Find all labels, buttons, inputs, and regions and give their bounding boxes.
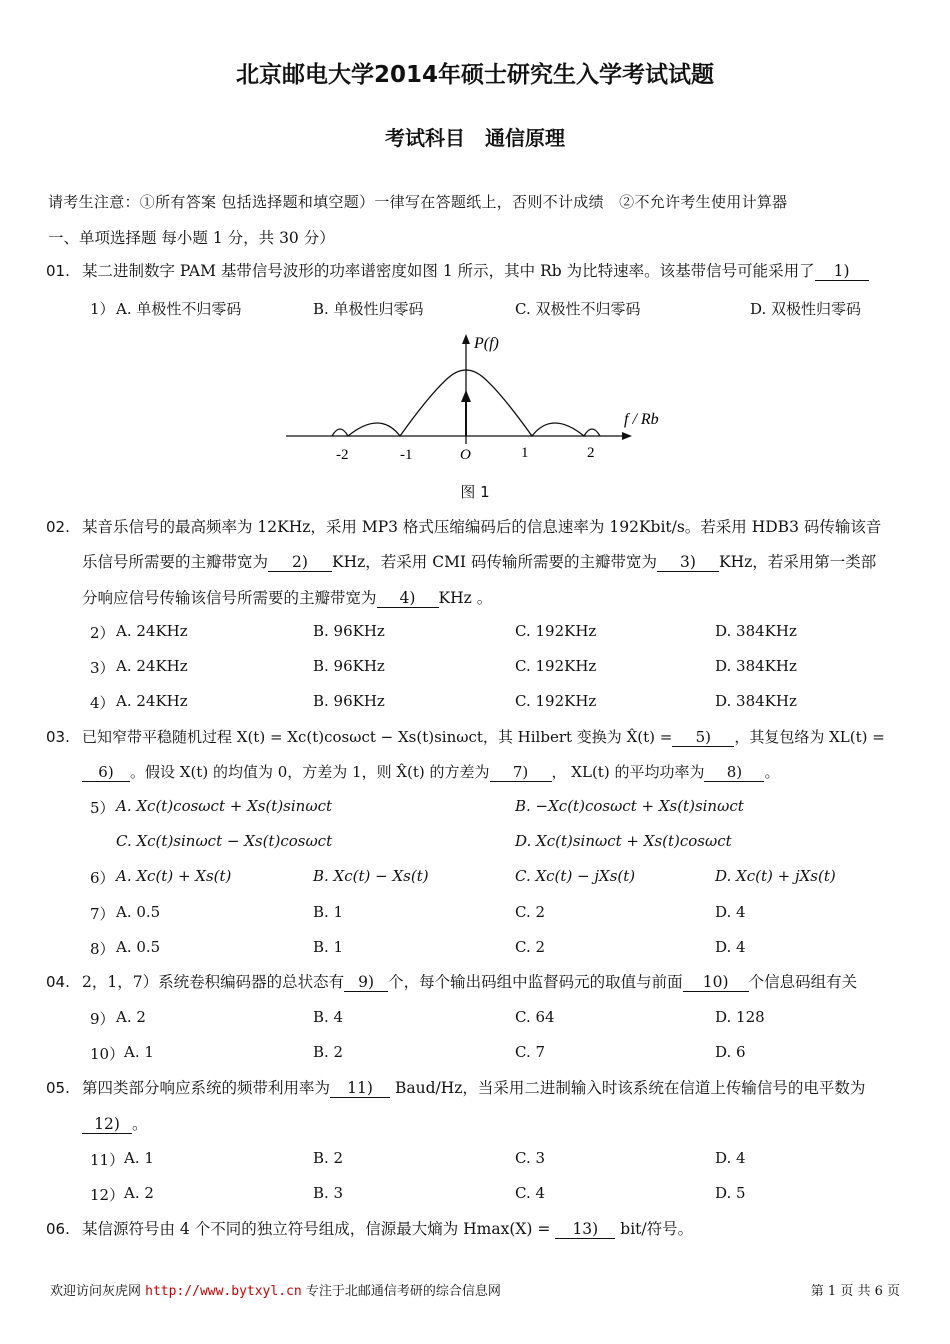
question-text: KHz，若采用 CMI 码传输所需要的主瓣带宽为 xyxy=(332,553,657,571)
option-a: A. 24KHz xyxy=(116,657,188,675)
option-d: D. 4 xyxy=(715,938,746,956)
option-prefix: 8） xyxy=(90,940,115,958)
answer-blank[interactable]: 11) xyxy=(330,1079,390,1098)
tick-label: -1 xyxy=(400,447,413,463)
answer-blank[interactable]: 1) xyxy=(815,262,869,281)
option-a: A. 单极性不归零码 xyxy=(116,300,242,318)
question-number: 04. xyxy=(46,973,70,991)
option-a: A. 24KHz xyxy=(116,622,188,640)
option-b: B. 2 xyxy=(313,1149,344,1167)
question-06-text xyxy=(82,1219,693,1239)
question-text: 分响应信号传输该信号所需要的主瓣带宽为 xyxy=(82,589,377,607)
question-text: Baud/Hz，当采用二进制输入时该系统在信道上传输信号的电平数为 xyxy=(394,1079,866,1097)
option-c: C. 192KHz xyxy=(515,622,597,640)
option-a: A. Xc(t) + Xs(t) xyxy=(116,867,232,885)
option-prefix: 6） xyxy=(90,869,115,887)
option-d: D. 6 xyxy=(715,1043,746,1061)
option-b: B. 1 xyxy=(313,903,344,921)
option-b: B. 96KHz xyxy=(313,657,385,675)
question-text: 某信源符号由 4 个不同的独立符号组成，信源最大熵为 Hmax(X) = xyxy=(82,1220,551,1238)
option-b: B. 单极性归零码 xyxy=(313,300,424,318)
answer-blank[interactable]: 3) xyxy=(657,553,719,572)
question-text: 某二进制数字 PAM 基带信号波形的功率谱密度如图 1 所示，其中 Rb 为比特速率。该基带信号可能采用了 xyxy=(82,262,815,280)
question-05-line1 xyxy=(82,1078,865,1098)
exam-title: 北京邮电大学2014年硕士研究生入学考试试题 xyxy=(235,62,714,88)
answer-blank[interactable]: 9) xyxy=(344,973,388,992)
option-prefix: 11） xyxy=(90,1151,125,1169)
option-d: D. 4 xyxy=(715,903,746,921)
question-04-text xyxy=(82,972,857,992)
y-axis-label: P(f) xyxy=(474,335,499,352)
option-d: D. 384KHz xyxy=(715,622,797,640)
option-c: C. 4 xyxy=(515,1184,546,1202)
question-text: 某音乐信号的最高频率为 12KHz，采用 MP3 格式压缩编码后的信息速率为 192Kbit/s。若采用 HDB3 码传输该音 xyxy=(82,518,882,536)
question-text: 2，1，7）系统卷积编码器的总状态有 xyxy=(82,973,345,991)
figure-caption: 图 1 xyxy=(460,483,490,501)
option-d: D. 4 xyxy=(715,1149,746,1167)
option-b: B. −Xc(t)cosωct + Xs(t)sinωct xyxy=(515,797,744,815)
option-c: C. Xc(t)sinωct − Xs(t)cosωct xyxy=(116,832,333,850)
option-a: A. 24KHz xyxy=(116,692,188,710)
option-c: C. 3 xyxy=(515,1149,546,1167)
page-indicator: 第 1 页 共 6 页 xyxy=(810,1284,900,1299)
option-c: C. 192KHz xyxy=(515,657,597,675)
option-c: C. Xc(t) − jXs(t) xyxy=(515,867,636,885)
option-b: B. 3 xyxy=(313,1184,344,1202)
question-number: 05. xyxy=(46,1079,70,1097)
question-text: 。假设 X(t) 的均值为 0，方差为 1，则 X̂(t) 的方差为 xyxy=(130,763,490,781)
option-a: A. Xc(t)cosωct + Xs(t)sinωct xyxy=(116,797,332,815)
tick-label: 2 xyxy=(587,445,595,461)
option-b: B. 96KHz xyxy=(313,692,385,710)
option-b: B. 4 xyxy=(313,1008,344,1026)
answer-blank[interactable]: 2) xyxy=(268,553,332,572)
question-text: KHz 。 xyxy=(438,589,493,607)
option-prefix: 10） xyxy=(90,1045,125,1063)
impulse-arrow xyxy=(461,390,471,402)
answer-blank[interactable]: 6) xyxy=(82,763,130,782)
x-axis-label: f / Rb xyxy=(624,411,659,428)
option-a: A. 2 xyxy=(124,1184,154,1202)
footer-left xyxy=(50,1280,501,1299)
option-a: A. 1 xyxy=(124,1149,154,1167)
option-b: B. Xc(t) − Xs(t) xyxy=(313,867,429,885)
site-link[interactable]: http://www.bytxyl.cn xyxy=(145,1284,302,1299)
question-number: 03. xyxy=(46,728,70,746)
option-prefix: 9） xyxy=(90,1010,115,1028)
question-text: 乐信号所需要的主瓣带宽为 xyxy=(82,553,269,571)
option-prefix: 1） xyxy=(90,300,115,318)
question-text: ，其复包络为 XL(t) = xyxy=(734,728,885,746)
answer-blank[interactable]: 7) xyxy=(490,763,552,782)
question-text: 第四类部分响应系统的频带利用率为 xyxy=(82,1079,331,1097)
answer-blank[interactable]: 5) xyxy=(672,728,734,747)
question-01-text xyxy=(82,261,869,281)
question-number: 06. xyxy=(46,1220,70,1238)
answer-blank[interactable]: 13) xyxy=(555,1220,615,1239)
option-c: C. 双极性不归零码 xyxy=(515,300,641,318)
option-c: C. 192KHz xyxy=(515,692,597,710)
option-c: C. 2 xyxy=(515,938,546,956)
question-03-line1 xyxy=(82,727,885,747)
option-d: D. 双极性归零码 xyxy=(750,300,862,318)
y-axis-arrow xyxy=(462,334,470,344)
option-prefix: 3） xyxy=(90,659,115,677)
option-a: A. 1 xyxy=(124,1043,154,1061)
option-b: B. 1 xyxy=(313,938,344,956)
answer-blank[interactable]: 8) xyxy=(704,763,764,782)
question-02-line3 xyxy=(82,588,492,608)
option-d: D. 384KHz xyxy=(715,657,797,675)
section-title: 一、单项选择题 每小题 1 分，共 30 分） xyxy=(48,229,335,247)
option-prefix: 5） xyxy=(90,799,115,817)
option-a: A. 2 xyxy=(116,1008,146,1026)
tick-label: O xyxy=(460,447,471,463)
question-text: KHz，若采用第一类部 xyxy=(719,553,877,571)
answer-blank[interactable]: 10) xyxy=(683,973,749,992)
question-text: 。 xyxy=(764,763,780,781)
option-c: C. 7 xyxy=(515,1043,546,1061)
question-text: 已知窄带平稳随机过程 X(t) = Xc(t)cosωct − Xs(t)sinωct，其 Hilbert 变换为 X̂(t) = xyxy=(82,728,673,746)
question-text: ， XL(t) 的平均功率为 xyxy=(551,763,705,781)
question-number: 02. xyxy=(46,518,70,536)
option-prefix: 4） xyxy=(90,694,115,712)
option-d: D. 5 xyxy=(715,1184,746,1202)
option-b: B. 96KHz xyxy=(313,622,385,640)
question-02-line2 xyxy=(82,552,876,572)
psd-figure xyxy=(280,326,680,476)
option-a: A. 0.5 xyxy=(116,938,161,956)
question-number: 01. xyxy=(46,262,70,280)
option-prefix: 7） xyxy=(90,905,115,923)
option-c: C. 64 xyxy=(515,1008,555,1026)
question-text: 。 xyxy=(132,1115,148,1133)
option-a: A. 0.5 xyxy=(116,903,161,921)
answer-blank[interactable]: 12) xyxy=(82,1115,132,1134)
option-d: D. 384KHz xyxy=(715,692,797,710)
footer-text: 欢迎访问灰虎网 xyxy=(50,1284,142,1299)
answer-blank[interactable]: 4) xyxy=(377,589,439,608)
question-05-line2 xyxy=(82,1114,148,1134)
option-d: D. Xc(t)sinωct + Xs(t)cosωct xyxy=(515,832,732,850)
question-text: 个，每个输出码组中监督码元的取值与前面 xyxy=(388,973,683,991)
footer-text: 专注于北邮通信考研的综合信息网 xyxy=(305,1284,501,1299)
tick-label: -2 xyxy=(336,447,349,463)
question-text: bit/符号。 xyxy=(620,1220,694,1238)
x-axis-arrow xyxy=(622,432,632,440)
tick-label: 1 xyxy=(521,445,529,461)
option-prefix: 2） xyxy=(90,624,115,642)
option-b: B. 2 xyxy=(313,1043,344,1061)
question-03-line2 xyxy=(82,762,779,782)
candidate-notice: 请考生注意：①所有答案 包括选择题和填空题）一律写在答题纸上，否则不计成绩 ②不允许考生使用计算器 xyxy=(48,193,788,211)
option-d: D. 128 xyxy=(715,1008,765,1026)
option-d: D. Xc(t) + jXs(t) xyxy=(715,867,836,885)
option-c: C. 2 xyxy=(515,903,546,921)
question-text: 个信息码组有关 xyxy=(748,973,858,991)
option-prefix: 12） xyxy=(90,1186,125,1204)
exam-subject: 考试科目 通信原理 xyxy=(385,126,565,150)
